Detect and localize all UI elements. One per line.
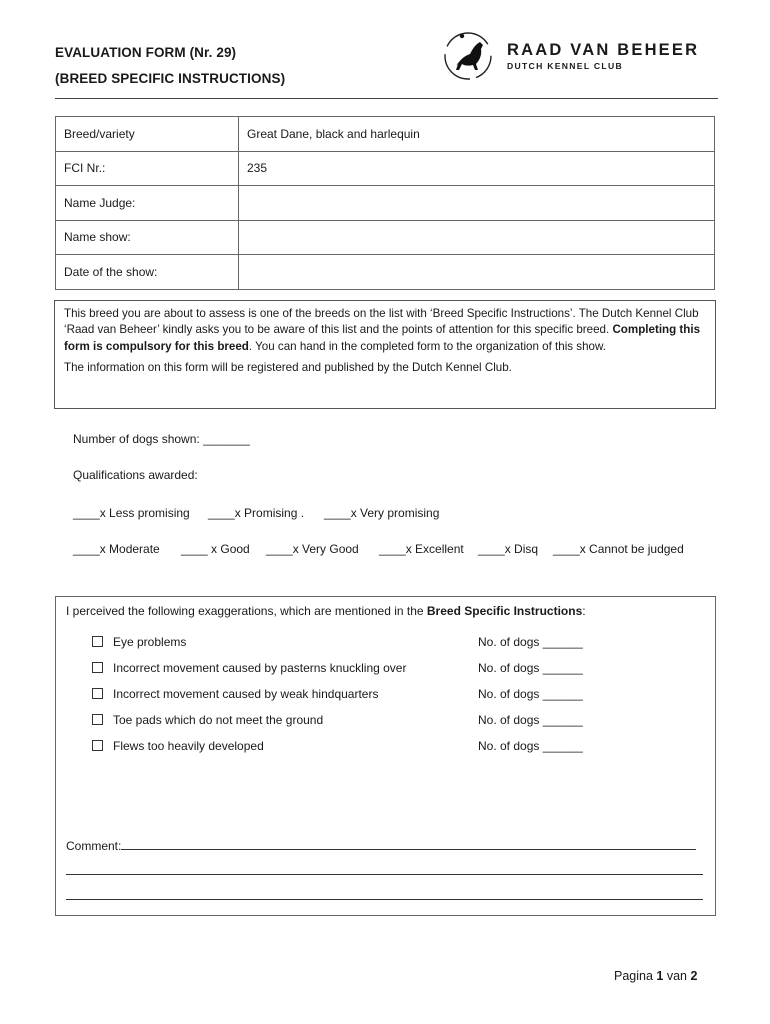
fci-label: FCI Nr.: xyxy=(56,151,239,186)
comment-line[interactable] xyxy=(66,888,703,903)
qualifications-label: Qualifications awarded: xyxy=(73,468,198,482)
header-divider xyxy=(55,98,718,99)
qualification-good[interactable]: ____ x Good xyxy=(181,542,250,556)
judge-label: Name Judge: xyxy=(56,186,239,221)
exaggeration-item[interactable] xyxy=(92,713,323,727)
checkbox-icon[interactable] xyxy=(92,714,103,725)
checkbox-icon[interactable] xyxy=(92,662,103,673)
breed-value[interactable]: Great Dane, black and harlequin xyxy=(239,117,715,152)
checkbox-icon[interactable] xyxy=(92,636,103,647)
comment-underline xyxy=(121,838,696,850)
exaggerations-intro xyxy=(66,604,586,618)
qualification-moderate[interactable]: ____x Moderate xyxy=(73,542,160,556)
notice-paragraph-2: The information on this form will be registered and published by the Dutch Kennel Club. xyxy=(64,361,512,375)
notice-paragraph xyxy=(64,306,706,355)
page-current: 1 xyxy=(656,969,664,983)
count-field[interactable]: No. of dogs ______ xyxy=(478,635,583,649)
date-field[interactable] xyxy=(239,255,715,290)
item-label: Toe pads which do not meet the ground xyxy=(113,713,324,727)
checkbox-icon[interactable] xyxy=(92,740,103,751)
show-label: Name show: xyxy=(56,220,239,255)
qualification-very-good[interactable]: ____x Very Good xyxy=(266,542,359,556)
notice-text-bold: Completing this form is compulsory for this breed xyxy=(64,323,701,353)
page-word: Pagina xyxy=(614,969,653,983)
comment-label: Comment: xyxy=(66,839,122,853)
intro-end: : xyxy=(582,604,586,618)
logo-subtitle: DUTCH KENNEL CLUB xyxy=(507,61,623,71)
comment-field[interactable] xyxy=(66,838,696,853)
dog-emblem-icon xyxy=(440,30,496,82)
qualification-very-promising[interactable]: ____x Very promising xyxy=(324,506,440,520)
intro-bold: Breed Specific Instructions xyxy=(426,604,583,618)
comment-line[interactable] xyxy=(66,863,703,878)
judge-field[interactable] xyxy=(239,186,715,221)
qualification-cannot-be-judged[interactable]: ____x Cannot be judged xyxy=(553,542,684,556)
form-subtitle: (BREED SPECIFIC INSTRUCTIONS) xyxy=(55,71,286,86)
item-label: Eye problems xyxy=(113,635,187,649)
form-title: EVALUATION FORM (Nr. 29) xyxy=(55,45,237,60)
exaggeration-item[interactable] xyxy=(92,687,378,701)
count-field[interactable]: No. of dogs ______ xyxy=(478,713,583,727)
item-label: Incorrect movement caused by weak hindquarters xyxy=(113,687,379,701)
dogs-shown-field[interactable]: Number of dogs shown: _______ xyxy=(73,432,250,446)
comment-underline xyxy=(66,888,703,900)
breed-label: Breed/variety xyxy=(56,117,239,152)
dutch-kennel-club-logo xyxy=(440,30,720,86)
info-table xyxy=(55,116,715,290)
table-row xyxy=(56,186,715,221)
checkbox-icon[interactable] xyxy=(92,688,103,699)
comment-underline xyxy=(66,863,703,875)
qualification-less-promising[interactable]: ____x Less promising xyxy=(73,506,190,520)
logo-name: RAAD VAN BEHEER xyxy=(507,41,700,59)
exaggeration-item[interactable] xyxy=(92,661,406,675)
count-field[interactable]: No. of dogs ______ xyxy=(478,687,583,701)
notice-text-1: This breed you are about to assess is one of the breeds on the list with ‘Breed Specific Instructions’. The Dutch Kennel Club ‘Raad van Beheer’ kindly asks you to be aware of this list and the points of attention for this specific breed. xyxy=(64,307,699,337)
item-label: Incorrect movement caused by pasterns knuckling over xyxy=(113,661,407,675)
count-field[interactable]: No. of dogs ______ xyxy=(478,661,583,675)
table-row xyxy=(56,151,715,186)
table-row xyxy=(56,255,715,290)
table-row xyxy=(56,117,715,152)
intro-text: I perceived the following exaggerations, which are mentioned in the xyxy=(66,604,427,618)
of-word: van xyxy=(666,969,688,983)
page-number xyxy=(614,969,697,983)
count-field[interactable]: No. of dogs ______ xyxy=(478,739,583,753)
exaggerations-box xyxy=(55,596,716,916)
fci-value[interactable]: 235 xyxy=(239,151,715,186)
qualification-excellent[interactable]: ____x Excellent xyxy=(379,542,464,556)
page-total: 2 xyxy=(690,969,698,983)
exaggeration-item[interactable] xyxy=(92,739,264,753)
qualification-promising[interactable]: ____x Promising . xyxy=(208,506,305,520)
table-row xyxy=(56,220,715,255)
item-label: Flews too heavily developed xyxy=(113,739,264,753)
date-label: Date of the show: xyxy=(56,255,239,290)
qualification-disq[interactable]: ____x Disq xyxy=(478,542,539,556)
notice-text-2: . You can hand in the completed form to the organization of this show. xyxy=(248,339,606,353)
exaggeration-item[interactable] xyxy=(92,635,186,649)
show-field[interactable] xyxy=(239,220,715,255)
notice-box xyxy=(54,300,716,409)
